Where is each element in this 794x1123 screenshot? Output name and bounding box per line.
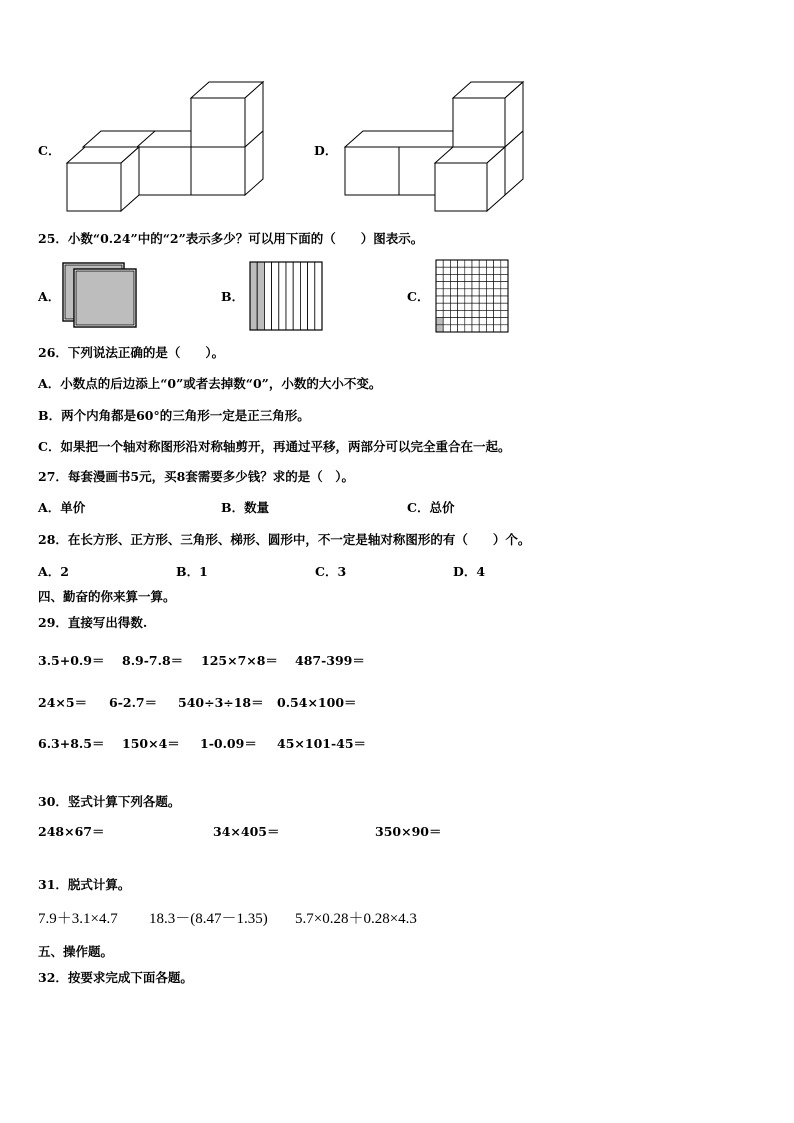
hundredth-cell [486, 274, 493, 281]
hundredth-cell [501, 303, 508, 310]
q25-stem: 25．小数“0.24”中的“2”表示多少？可以用下面的（ ）图表示。 [38, 231, 424, 246]
hundredth-cell [472, 289, 479, 296]
hundredth-cell [486, 318, 493, 325]
hundredth-cell [465, 303, 472, 310]
q25-option-b-label[interactable]: B． [221, 289, 245, 304]
q31-item: 5.7×0.28＋0.28×4.3 [295, 911, 417, 927]
hundredth-cell [494, 310, 501, 317]
hundredth-cell [450, 282, 457, 289]
tenth-strip [279, 262, 286, 330]
hundredth-cell [472, 303, 479, 310]
tenth-strip [272, 262, 279, 330]
q25-option-c-label[interactable]: C． [407, 289, 430, 304]
q30-stem: 30．竖式计算下列各题。 [38, 794, 181, 809]
hundredth-cell [486, 325, 493, 332]
q32-stem: 32．按要求完成下面各题。 [38, 970, 193, 985]
hundredth-cell [436, 260, 443, 267]
hundredth-cell [486, 310, 493, 317]
tenth-strip [300, 262, 307, 330]
hundredth-cell [458, 325, 465, 332]
q29-item: 45×101-45＝ [277, 736, 367, 751]
hundredth-cell [494, 260, 501, 267]
hundredth-cell [479, 325, 486, 332]
q28-option-c[interactable]: C．3 [315, 564, 347, 579]
hundredth-cell [458, 310, 465, 317]
hundredth-cell [494, 282, 501, 289]
hundredth-cell [486, 303, 493, 310]
hundredth-cell [436, 274, 443, 281]
q26-stem: 26．下列说法正确的是（ ）。 [38, 345, 225, 360]
q31-item: 7.9＋3.1×4.7 [38, 911, 118, 927]
hundredth-cell [501, 267, 508, 274]
hundredth-cell [436, 289, 443, 296]
hundredth-cell [479, 303, 486, 310]
hundredth-cell [443, 274, 450, 281]
hundredth-cell [472, 310, 479, 317]
q27-stem: 27．每套漫画书5元，买8套需要多少钱？求的是（ ）。 [38, 469, 355, 484]
hundredth-cell [465, 260, 472, 267]
q28-option-b[interactable]: B．1 [176, 564, 208, 579]
hundredth-cell [458, 289, 465, 296]
hundredth-cell [450, 289, 457, 296]
q28-option-d[interactable]: D．4 [453, 564, 486, 579]
q25-figure-c [435, 259, 509, 331]
hundredth-cell [436, 296, 443, 303]
q28-stem: 28．在长方形、正方形、三角形、梯形、圆形中，不一定是轴对称图形的有（ ）个。 [38, 532, 531, 547]
hundredth-cell [472, 325, 479, 332]
hundredth-cell [479, 310, 486, 317]
hundredth-cell [443, 310, 450, 317]
hundredth-cell [436, 267, 443, 274]
hundredth-cell [450, 260, 457, 267]
hundredth-cell [465, 325, 472, 332]
hundredth-cell [458, 274, 465, 281]
hundredth-cell [501, 282, 508, 289]
hundredth-cell [501, 289, 508, 296]
q26-option-b[interactable]: B．两个内角都是60°的三角形一定是正三角形。 [38, 408, 310, 423]
tenth-strip [286, 262, 293, 330]
hundredth-cell [501, 318, 508, 325]
hundredth-cell [486, 282, 493, 289]
q30-item: 248×67＝ [38, 824, 105, 839]
hundredth-cell [465, 289, 472, 296]
hundredth-cell [443, 296, 450, 303]
hundredth-cell [436, 282, 443, 289]
hundredth-cell [472, 318, 479, 325]
hundredth-cell [472, 296, 479, 303]
q25-figure-b [249, 261, 323, 331]
q29-item: 150×4＝ [122, 736, 180, 751]
hundredth-cell [443, 325, 450, 332]
hundredth-cell [494, 274, 501, 281]
hundredth-cell [486, 267, 493, 274]
section-4-heading: 四、勤奋的你来算一算。 [38, 589, 176, 604]
hundredth-cell [479, 260, 486, 267]
hundredth-cell [450, 296, 457, 303]
q29-item: 0.54×100＝ [277, 695, 357, 710]
hundredth-cell [443, 289, 450, 296]
hundredth-cell [472, 267, 479, 274]
q26-option-c[interactable]: C．如果把一个轴对称图形沿对称轴剪开，再通过平移，两部分可以完全重合在一起。 [38, 439, 511, 454]
q29-item: 125×7×8＝ [201, 653, 278, 668]
hundredth-cell [450, 303, 457, 310]
section-5-heading: 五、操作题。 [38, 944, 114, 959]
cube-figure-d [0, 0, 794, 230]
q30-item: 34×405＝ [213, 824, 280, 839]
q29-item: 540÷3÷18＝ [178, 695, 264, 710]
hundredth-cell [443, 318, 450, 325]
q24-option-d-label[interactable]: D． [314, 143, 338, 158]
q29-item: 3.5+0.9＝ [38, 653, 105, 668]
hundredth-cell [465, 282, 472, 289]
hundredth-cell [436, 310, 443, 317]
hundredth-cell [479, 267, 486, 274]
hundredth-cell [436, 303, 443, 310]
hundredth-cell [458, 282, 465, 289]
hundredth-cell [450, 318, 457, 325]
hundredth-cell [443, 267, 450, 274]
q29-item: 8.9-7.8＝ [122, 653, 184, 668]
hundredth-cell [494, 318, 501, 325]
hundredth-cell [465, 318, 472, 325]
hundredth-cell [501, 274, 508, 281]
hundredth-cell [436, 325, 443, 332]
q29-item: 6-2.7＝ [109, 695, 158, 710]
hundredth-cell [458, 260, 465, 267]
q31-item: 18.3－(8.47－1.35) [149, 911, 268, 927]
hundredth-cell [472, 282, 479, 289]
q25-figure-a [62, 260, 142, 330]
hundredth-cell [479, 289, 486, 296]
tenth-strip [315, 262, 322, 330]
q29-item: 6.3+8.5＝ [38, 736, 105, 751]
hundredth-cell [443, 303, 450, 310]
hundredth-cell [494, 289, 501, 296]
tenth-strip [293, 262, 300, 330]
q29-item: 1-0.09＝ [200, 736, 257, 751]
hundredth-cell [494, 303, 501, 310]
hundredth-cell [479, 274, 486, 281]
q31-stem: 31．脱式计算。 [38, 877, 131, 892]
tenth-strip [250, 262, 257, 330]
q27-option-b[interactable]: B．数量 [221, 500, 270, 515]
hundredth-cell [443, 260, 450, 267]
hundredth-cell [450, 310, 457, 317]
hundredth-cell [450, 267, 457, 274]
hundredth-cell [472, 260, 479, 267]
hundredth-cell [486, 260, 493, 267]
tenth-strip [308, 262, 315, 330]
hundredth-cell [458, 296, 465, 303]
q29-stem: 29．直接写出得数. [38, 615, 148, 630]
hundredth-cell [479, 296, 486, 303]
hundredth-cell [472, 274, 479, 281]
hundredth-cell [465, 267, 472, 274]
q27-option-c[interactable]: C．总价 [407, 500, 455, 515]
q30-item: 350×90＝ [375, 824, 442, 839]
hundredth-cell [494, 296, 501, 303]
hundredth-cell [443, 282, 450, 289]
hundredth-cell [501, 310, 508, 317]
q29-item: 487-399＝ [295, 653, 365, 668]
hundredth-cell [458, 267, 465, 274]
hundredth-cell [501, 325, 508, 332]
q24-option-c-label[interactable]: C． [38, 143, 61, 158]
hundredth-cell [436, 318, 443, 325]
hundredth-cell [479, 318, 486, 325]
hundredth-cell [465, 274, 472, 281]
hundredth-cell [486, 296, 493, 303]
hundredth-cell [458, 318, 465, 325]
q29-item: 24×5＝ [38, 695, 88, 710]
q25-option-a-label[interactable]: A． [38, 289, 61, 304]
q26-option-a[interactable]: A．小数点的后边添上“0”或者去掉数“0”，小数的大小不变。 [38, 376, 382, 391]
hundredth-cell [486, 289, 493, 296]
tenth-strip [264, 262, 271, 330]
q28-option-a[interactable]: A．2 [38, 564, 69, 579]
hundredth-cell [479, 282, 486, 289]
hundredth-cell [501, 260, 508, 267]
hundredth-cell [465, 310, 472, 317]
hundredth-cell [458, 303, 465, 310]
hundredth-cell [494, 267, 501, 274]
tenth-strip [257, 262, 264, 330]
hundredth-cell [494, 325, 501, 332]
hundredth-cell [465, 296, 472, 303]
hundredth-cell [450, 325, 457, 332]
hundredth-cell [501, 296, 508, 303]
q27-option-a[interactable]: A．单价 [38, 500, 86, 515]
hundredth-cell [450, 274, 457, 281]
